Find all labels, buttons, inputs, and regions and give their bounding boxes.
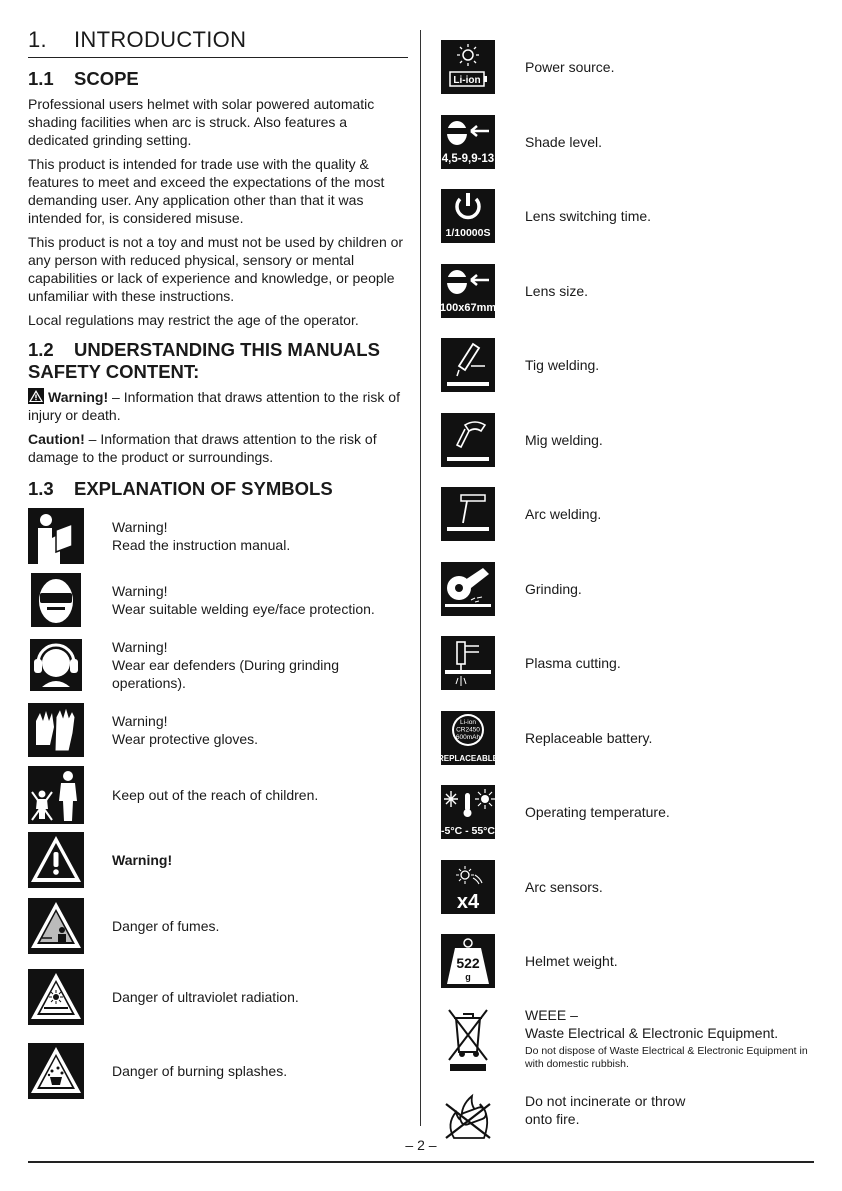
arc-welding-icon [441, 487, 495, 541]
gloves-icon [28, 703, 84, 757]
symbol-row: Danger of burning splashes. [28, 1038, 408, 1104]
right-column [437, 30, 821, 1143]
symbol-row: Do not incinerate or throw onto fire. [441, 1077, 821, 1143]
battery-icon [437, 711, 499, 765]
left-column [28, 22, 408, 1112]
section-title: 1. INTRODUCTION [28, 22, 408, 58]
read-manual-icon [28, 508, 84, 564]
weight-icon [441, 934, 495, 988]
eye-face-protection-icon [28, 573, 84, 627]
arc-sensors-icon [441, 860, 495, 914]
symbol-row: Warning! Wear protective gloves. [28, 702, 408, 758]
symbol-row: WEEE – Waste Electrical & Electronic Equipment. Do not dispose of Waste Electrical & Electronic Equipment in with domestic rubbish. [441, 999, 821, 1077]
shade-level-icon [441, 115, 495, 169]
warning-triangle-icon [28, 832, 84, 888]
symbol-row: 100x67mm Lens size. [441, 254, 821, 329]
symbol-row: x4 Arc sensors. [441, 850, 821, 925]
plasma-cutting-icon [441, 636, 495, 690]
fumes-icon [28, 898, 84, 954]
symbol-row: Li-ion CR2450 600mAh REPLACEABLE Replaceable battery. [441, 701, 821, 776]
symbol-row: Li-ion Power source. [441, 30, 821, 105]
ear-defenders-icon [28, 639, 84, 691]
warning-definition: Warning! – Information that draws attention to the risk of injury or death. [28, 388, 400, 423]
symbol-row: Danger of ultraviolet radiation. [28, 964, 408, 1030]
weee-bin-icon [441, 1004, 495, 1072]
symbol-row: Tig welding. [441, 328, 821, 403]
svg-text:CR2450: CR2450 [456, 726, 480, 734]
symbol-row: -5°C - 55°C Operating temperature. [441, 775, 821, 850]
left-symbol-list [28, 507, 408, 1104]
footer-rule [28, 1161, 814, 1163]
children-icon [28, 766, 84, 824]
symbol-row: Keep out of the reach of children. [28, 766, 408, 824]
svg-text:x4: x4 [456, 890, 480, 913]
tig-welding-icon [441, 338, 495, 392]
switching-time-icon [441, 189, 495, 243]
scope-heading: 1.1 SCOPE [28, 68, 139, 89]
temperature-icon [441, 785, 495, 839]
no-fire-icon [441, 1080, 495, 1140]
safety-heading: 1.2 UNDERSTANDING THIS MANUALS SAFETY CONTENT: [28, 339, 380, 382]
scope-paragraph: Local regulations may restrict the age of the operator. [28, 312, 359, 329]
symbol-row: Arc welding. [441, 477, 821, 552]
page-number: – 2 – [405, 1137, 437, 1153]
svg-text:522: 522 [456, 955, 480, 972]
mig-welding-icon [441, 413, 495, 467]
symbol-row: Warning! [28, 832, 408, 888]
symbols-heading: 1.3 EXPLANATION OF SYMBOLS [28, 477, 333, 499]
uv-radiation-icon [28, 969, 84, 1025]
burning-splashes-icon [28, 1043, 84, 1099]
symbol-row: 4,5-9,9-13 Shade level. [441, 105, 821, 180]
symbol-row: Warning! Wear ear defenders (During grinding operations). [28, 636, 408, 694]
svg-text:-5°C - 55°C: -5°C - 55°C [441, 825, 495, 838]
scope-paragraph: Professional users helmet with solar powered automatic shading facilities when arc is struck. Also features a dedicated grinding setting. [28, 96, 375, 149]
scope-paragraph: This product is not a toy and must not be used by children or any person with reduced physical, sensory or mental capabilities or lack of experience and knowledge, or people unfamiliar with these instructions. [28, 234, 404, 305]
svg-text:Li-ion: Li-ion [453, 75, 481, 87]
symbol-row: 1/10000S Lens switching time. [441, 179, 821, 254]
symbol-row: Warning! Wear suitable welding eye/face protection. [28, 572, 408, 628]
svg-text:600mAh: 600mAh [455, 733, 481, 741]
grinding-icon [441, 562, 495, 616]
svg-text:1/10000S: 1/10000S [445, 227, 491, 240]
symbol-row: 522 g Helmet weight. [441, 924, 821, 999]
warning-triangle-icon [28, 388, 44, 404]
symbol-row: Danger of fumes. [28, 896, 408, 956]
symbol-row: Mig welding. [441, 403, 821, 478]
symbol-row: Grinding. [441, 552, 821, 627]
svg-text:Li-ion: Li-ion [460, 718, 476, 726]
column-divider [420, 30, 421, 1126]
symbol-row: Warning! Read the instruction manual. [28, 507, 408, 564]
svg-text:100x67mm: 100x67mm [439, 301, 497, 314]
lens-size-icon [441, 264, 495, 318]
caution-definition: Caution! – Information that draws attention to the risk of damage to the product or surroundings. [28, 430, 377, 465]
power-source-icon [441, 40, 495, 94]
svg-text:REPLACEABLE: REPLACEABLE [437, 753, 499, 763]
scope-paragraph: This product is intended for trade use with the quality & features to meet and exceed the expectations of the most demanding user. Any application other than that it was intended for, is considered misuse. [28, 156, 385, 227]
svg-text:4,5-9,9-13: 4,5-9,9-13 [441, 152, 495, 165]
symbol-row: Plasma cutting. [441, 626, 821, 701]
svg-text:g: g [465, 972, 471, 983]
